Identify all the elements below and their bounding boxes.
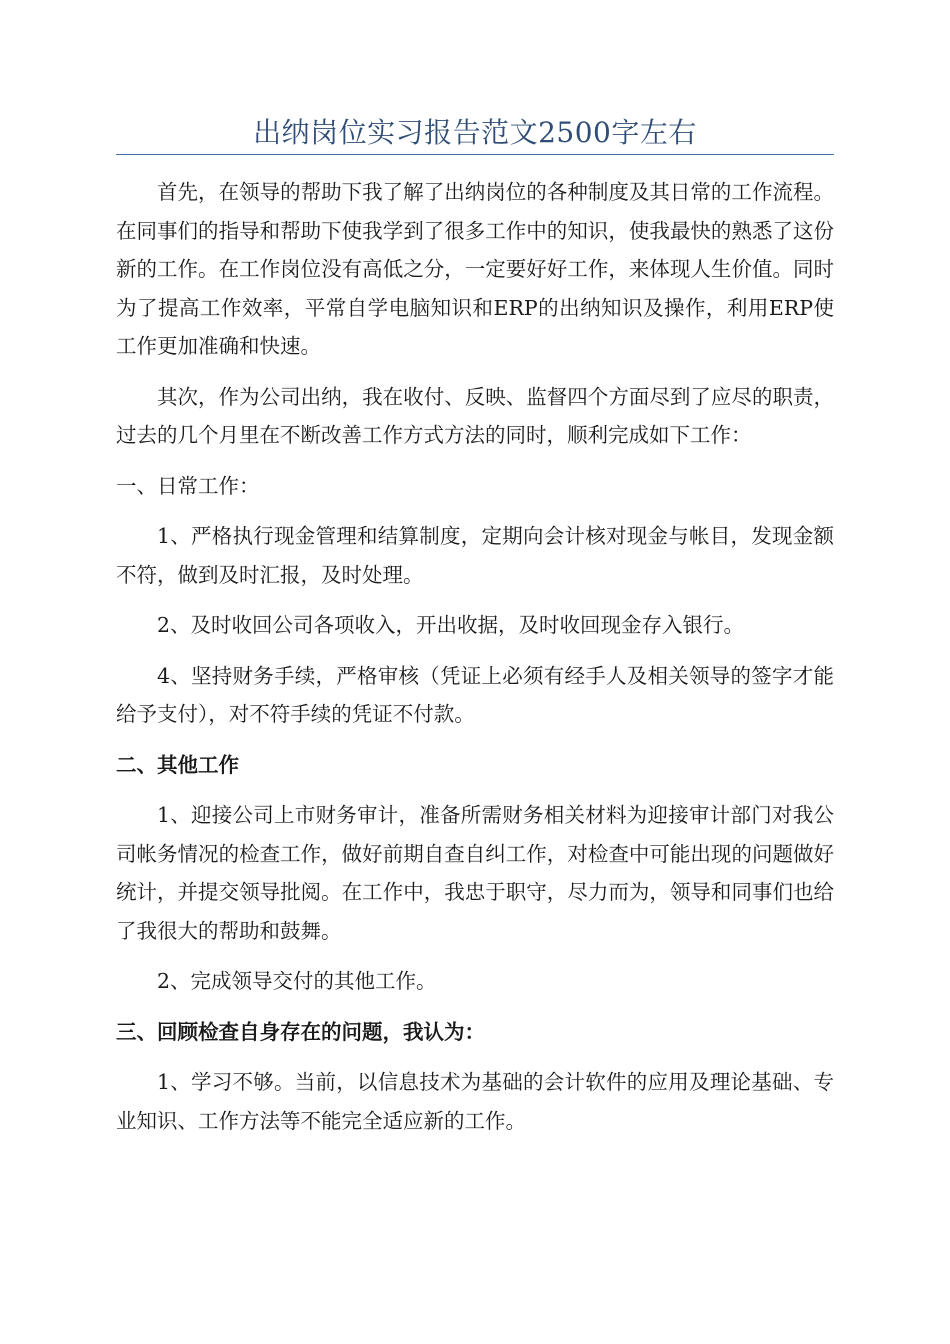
document-body (116, 173, 834, 1152)
list-item-daily-4: 4、坚持财务手续，严格审核（凭证上必须有经手人及相关领导的签字才能给予支付），对不符手续的凭证不付款。 (116, 663, 834, 726)
list-item-review-1: 1、学习不够。当前，以信息技术为基础的会计软件的应用及理论基础、专业知识、工作方法等不能完全适应新的工作。 (116, 1070, 834, 1133)
title-underline (116, 154, 834, 155)
list-item-other-1: 1、迎接公司上市财务审计，准备所需财务相关材料为迎接审计部门对我公司帐务情况的检查工作，做好前期自查自纠工作，对检查中可能出现的问题做好统计，并提交领导批阅。在工作中，我忠于职守，尽力而为，领导和同事们也给了我很大的帮助和鼓舞。 (116, 803, 834, 943)
paragraph-intro: 首先，在领导的帮助下我了解了出纳岗位的各种制度及其日常的工作流程。在同事们的指导和帮助下使我学到了很多工作中的知识，使我最快的熟悉了这份新的工作。在工作岗位没有高低之分，一定要好好工作，来体现人生价值。同时为了提高工作效率，平常自学电脑知识和ERP的出纳知识及操作，利用ERP使工作更加准确和快速。 (116, 180, 834, 358)
section-heading-review: 三、回顾检查自身存在的问题，我认为： (116, 1019, 485, 1044)
list-item-daily-2: 2、及时收回公司各项收入，开出收据，及时收回现金存入银行。 (157, 613, 745, 637)
section-heading-other-work: 二、其他工作 (116, 752, 239, 777)
list-item-other-2: 2、完成领导交付的其他工作。 (157, 969, 437, 993)
list-item-daily-1: 1、严格执行现金管理和结算制度，定期向会计核对现金与帐目，发现金额不符，做到及时汇报，及时处理。 (116, 524, 834, 587)
document-title: 出纳岗位实习报告范文2500字左右 (253, 116, 697, 149)
paragraph-duties: 其次，作为公司出纳，我在收付、反映、监督四个方面尽到了应尽的职责，过去的几个月里在不断改善工作方式方法的同时，顺利完成如下工作： (116, 384, 834, 447)
section-heading-daily-work: 一、日常工作： (116, 473, 260, 498)
